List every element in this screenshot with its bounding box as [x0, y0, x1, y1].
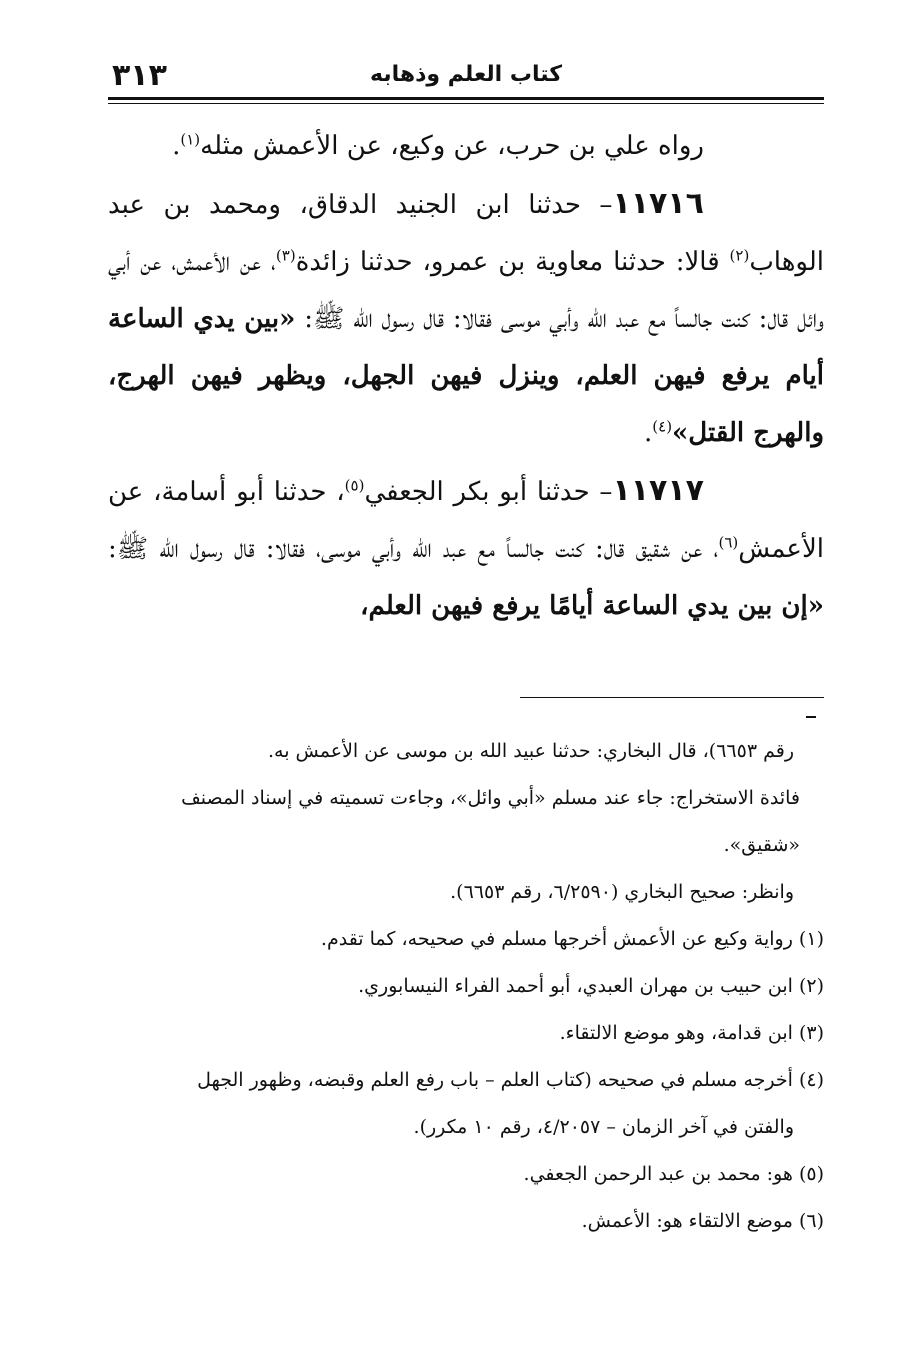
hadith-11716 [108, 175, 824, 462]
footnote-ref-2[interactable]: (٢) [729, 246, 750, 265]
hadith-11716-text-1: – حدثنا ابن الجنيد الدقاق، ومحمد بن عبد الوهاب [108, 190, 824, 277]
main-text [108, 118, 824, 635]
footnote-continued-4: وانظر: صحيح البخاري (٦/٢٥٩٠، رقم ٦٦٥٣). [450, 881, 794, 903]
page-number: ٣١٣ [112, 58, 167, 93]
footnote-3: (٣) ابن قدامة، وهو موضع الالتقاء. [559, 1022, 824, 1044]
header-rule-thick [108, 97, 824, 100]
running-header [112, 58, 822, 94]
hadith-11716-end: . [644, 418, 653, 448]
footnote-1: (١) رواية وكيع عن الأعمش أخرجها مسلم في صحيحه، كما تقدم. [320, 928, 824, 950]
hadith-11716-text-3: ، عن الأعمش، عن أبي وائل قال: كنت جالساً مع عبد الله وأبي موسى فقالا: قال رسول الله ﷺ: [108, 247, 824, 334]
footnote-4: (٤) أخرجه مسلم في صحيحه (كتاب العلم – باب رفع العلم وقبضه، وظهور الجهل [197, 1069, 824, 1091]
hadith-number-11716: ١١٧١٦ [612, 186, 704, 221]
footnote-continuation-mark [806, 716, 816, 718]
hadith-11717-matn: «إن بين يدي الساعة أيامًا يرفع فيهن العلم، [360, 591, 824, 621]
hadith-11717-text-3: ، عن شقيق قال: كنت جالساً مع عبد الله وأبي موسى، فقالا: قال رسول الله ﷺ: [108, 534, 719, 564]
paragraph-1-end: . [172, 131, 181, 161]
hadith-11717-text-1: – حدثنا أبو بكر الجعفي [364, 477, 613, 507]
footnote-ref-1[interactable]: (١) [180, 130, 201, 149]
footnote-ref-4[interactable]: (٤) [652, 417, 673, 436]
footnote-4-continued: والفتن في آخر الزمان – ٤/٢٠٥٧، رقم ١٠ مكرر). [413, 1116, 794, 1138]
hadith-number-11717: ١١٧١٧ [612, 473, 704, 508]
footnote-6: (٦) موضع الالتقاء هو: الأعمش. [581, 1210, 824, 1232]
footnotes [108, 728, 824, 1245]
footnote-ref-5[interactable]: (٥) [344, 476, 365, 495]
hadith-11717-text-2: ، حدثنا أبو أسامة، عن الأعمش [108, 477, 824, 564]
footnote-separator [520, 697, 824, 698]
header-rule-thin [108, 103, 824, 104]
paragraph-1-text: رواه علي بن حرب، عن وكيع، عن الأعمش مثله [200, 131, 704, 161]
footnote-5: (٥) هو: محمد بن عبد الرحمن الجعفي. [523, 1163, 824, 1185]
footnote-2: (٢) ابن حبيب بن مهران العبدي، أبو أحمد الفراء النيسابوري. [358, 975, 824, 997]
hadith-11717 [108, 462, 824, 635]
footnote-continued-1: رقم ٦٦٥٣)، قال البخاري: حدثنا عبيد الله بن موسى عن الأعمش به. [267, 740, 794, 762]
footnote-ref-3[interactable]: (٣) [275, 246, 296, 265]
hadith-11716-matn: «بين يدي الساعة أيام يرفع فيهن العلم، وينزل فيهن الجهل، ويظهر فيهن الهرج، والهرج القتل» [108, 304, 824, 448]
hadith-11716-text-2: قالا: حدثنا معاوية بن عمرو، حدثنا زائدة [295, 247, 730, 277]
footnote-continued-3: «شقيق». [723, 834, 800, 856]
paragraph-1 [108, 118, 824, 175]
footnote-continued-2: فائدة الاستخراج: جاء عند مسلم «أبي وائل»، وجاءت تسميته في إسناد المصنف [181, 787, 800, 809]
header-title: كتاب العلم وذهابه [370, 62, 562, 87]
footnote-ref-6[interactable]: (٦) [718, 533, 739, 552]
